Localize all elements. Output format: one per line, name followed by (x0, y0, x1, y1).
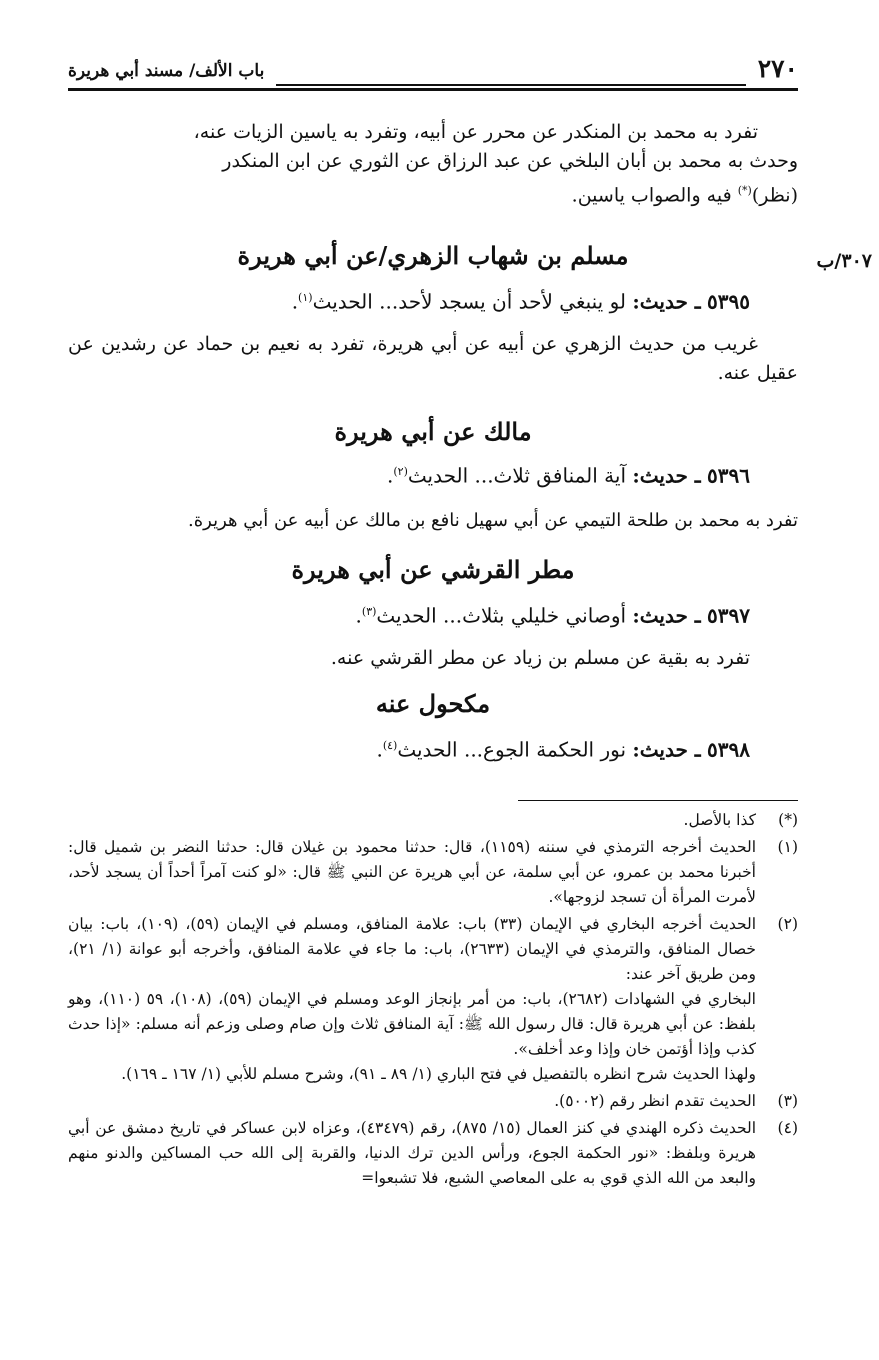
intro-paragraph (68, 118, 798, 210)
footnote-text (68, 1089, 756, 1114)
intro-line: وحدث به محمد بن أبان البلخي عن عبد الرزاق عن الثوري عن ابن المنكدر (222, 150, 798, 172)
footnote (68, 835, 798, 910)
hadith-number: ٥٣٩٧ (707, 603, 750, 628)
hadith-text: أوصاني خليلي بثلاث... الحديث (376, 603, 633, 628)
footnote-text (68, 835, 756, 910)
hadith-text: آية المنافق ثلاث... الحديث (407, 463, 633, 488)
section-heading: مطر القرشي عن أبي هريرة (291, 555, 575, 584)
footnote (68, 808, 798, 833)
intro-text: فيه والصواب ياسين. (571, 184, 738, 207)
hadith-label: ـ حديث: (632, 737, 701, 762)
hadith-entry: ٥٣٩٦ ـ حديث: آية المنافق ثلاث... الحديث$^{(٢)}$. (386, 463, 750, 488)
footnote-marker: (٣) (777, 1092, 798, 1110)
section-heading: مكحول عنه (375, 689, 491, 718)
footnote-marker: (٢) (777, 915, 798, 933)
section-heading: مالك عن أبي هريرة (334, 417, 532, 446)
hadith-commentary: غريب من حديث الزهري عن أبيه عن أبي هريرة، تفرد به نعيم بن حماد عن رشدين عن عقيل عنه. (68, 333, 798, 384)
footnote (68, 1089, 798, 1114)
footnote-paragraph: كذا بالأصل. (683, 811, 756, 829)
hadith-number: ٥٣٩٥ (707, 289, 750, 314)
hadith-label: ـ حديث: (632, 603, 701, 628)
footnote-paragraph: الحديث أخرجه الترمذي في سننه (١١٥٩)، قال: حدثنا محمود بن غيلان قال: حدثنا النضر بن شميل قال: أخبرنا محمد بن عمرو، عن أبي سلمة، عن أبي هريرة عن النبي ﷺ قال: «لو كنت آمراً أحداً أن يسجد لأحد، لأمرت المرأة أن تسجد لزوجها». (68, 838, 757, 906)
intro-line: تفرد به محمد بن المنكدر عن محرر عن أبيه، وتفرد به ياسين الزيات عنه، (193, 121, 758, 143)
hadith-entry: ٥٣٩٥ ـ حديث: لو ينبغي لأحد أن يسجد لأحد... الحديث$^{(١)}$. (291, 289, 750, 314)
hadith-commentary: تفرد به محمد بن طلحة التيمي عن أبي سهيل نافع بن مالك عن أبيه عن أبي هريرة. (188, 510, 798, 531)
footnote-text (68, 1116, 756, 1191)
hadith-entry: ٥٣٩٧ ـ حديث: أوصاني خليلي بثلاث... الحديث$^{(٣)}$. (355, 603, 750, 628)
footnote-marker: (١) (777, 838, 798, 856)
hadith-number: ٥٣٩٨ (707, 737, 750, 762)
section-heading: مسلم بن شهاب الزهري/عن أبي هريرة (237, 241, 629, 270)
page-header (68, 40, 798, 86)
running-title: باب الألف/ مسند أبي هريرة (68, 61, 265, 81)
footnote-paragraph: الحديث ذكره الهندي في كنز العمال (١٥/ ٨٧٥)، رقم (٤٣٤٧٩)، وعزاه لابن عساكر في تاريخ دمشق عن أبي هريرة وبلفظ: «نور الحكمة الجوع، ورأس الدين ترك الدنيا، والقربة إلى الله حب المساكين والدنو منهم والبعد من الله الذي قوي به على المعاصي الشبع، فلا تشبعوا= (68, 1119, 757, 1187)
footnote-separator (518, 800, 798, 801)
footnote-ref: (٢) (393, 465, 408, 478)
header-divider (68, 88, 798, 91)
footnote (68, 912, 798, 1087)
footnote-paragraph: الحديث أخرجه البخاري في الإيمان (٣٣) باب: علامة المنافق، ومسلم في الإيمان (٥٩)، (١٠٩)، باب: بيان خصال المنافق، والترمذي في الإيمان (٢٦٣٣)، باب: ما جاء في علامة المنافق، وأخرجه أبو عوانة (١/ ٢١)، ومن طريق آخر عند: (68, 915, 756, 983)
footnote-text (68, 912, 756, 1087)
asterisk-note-ref: (*) (737, 184, 752, 197)
footnote (68, 1116, 798, 1191)
page-number: ٢٧٠ (757, 54, 798, 83)
footnote-ref: (٤) (382, 739, 398, 752)
intro-text: (نظر) (751, 184, 798, 207)
hadith-label: ـ حديث: (632, 289, 701, 314)
intro-line (68, 176, 798, 210)
hadith-text: لو ينبغي لأحد أن يسجد لأحد... الحديث (312, 289, 633, 314)
footnote-paragraph: ولهذا الحديث شرح انظره بالتفصيل في فتح الباري (١/ ٨٩ ـ ٩١)، وشرح مسلم للأبي (١/ ١٦٧ ـ ١٦٩). (121, 1065, 756, 1083)
footnotes (68, 808, 798, 1193)
hadith-number: ٥٣٩٦ (707, 463, 750, 488)
footnote-text (68, 808, 756, 833)
hadith-entry: ٥٣٩٨ ـ حديث: نور الحكمة الجوع... الحديث$^{(٤)}$. (376, 737, 750, 762)
footnote-paragraph: الحديث تقدم انظر رقم (٥٠٠٢). (554, 1092, 756, 1110)
footnote-marker: (*) (778, 811, 798, 829)
margin-folio-note: ٣٠٧/ب (816, 250, 872, 272)
footnote-ref: (٣) (361, 605, 377, 618)
footnote-ref: (١) (298, 291, 313, 304)
footnote-paragraph: البخاري في الشهادات (٢٦٨٢)، باب: من أمر بإنجاز الوعد ومسلم في الإيمان (٥٩)، (١٠٨)، ٥٩ (١١٠)، وهو بلفظ: عن أبي هريرة قال: قال رسول الله ﷺ: آية المنافق ثلاث وإن صام وصلى وزعم أنه مسلم: «إذا حدث كذب وإذا أؤتمن خان وإذا وعد أخلف». (68, 990, 756, 1058)
hadith-label: ـ حديث: (632, 463, 701, 488)
footnote-marker: (٤) (777, 1119, 798, 1137)
hadith-commentary: تفرد به بقية عن مسلم بن زياد عن مطر القرشي عنه. (330, 647, 750, 669)
hadith-text: نور الحكمة الجوع... الحديث (397, 737, 633, 762)
header-rule (276, 66, 745, 86)
